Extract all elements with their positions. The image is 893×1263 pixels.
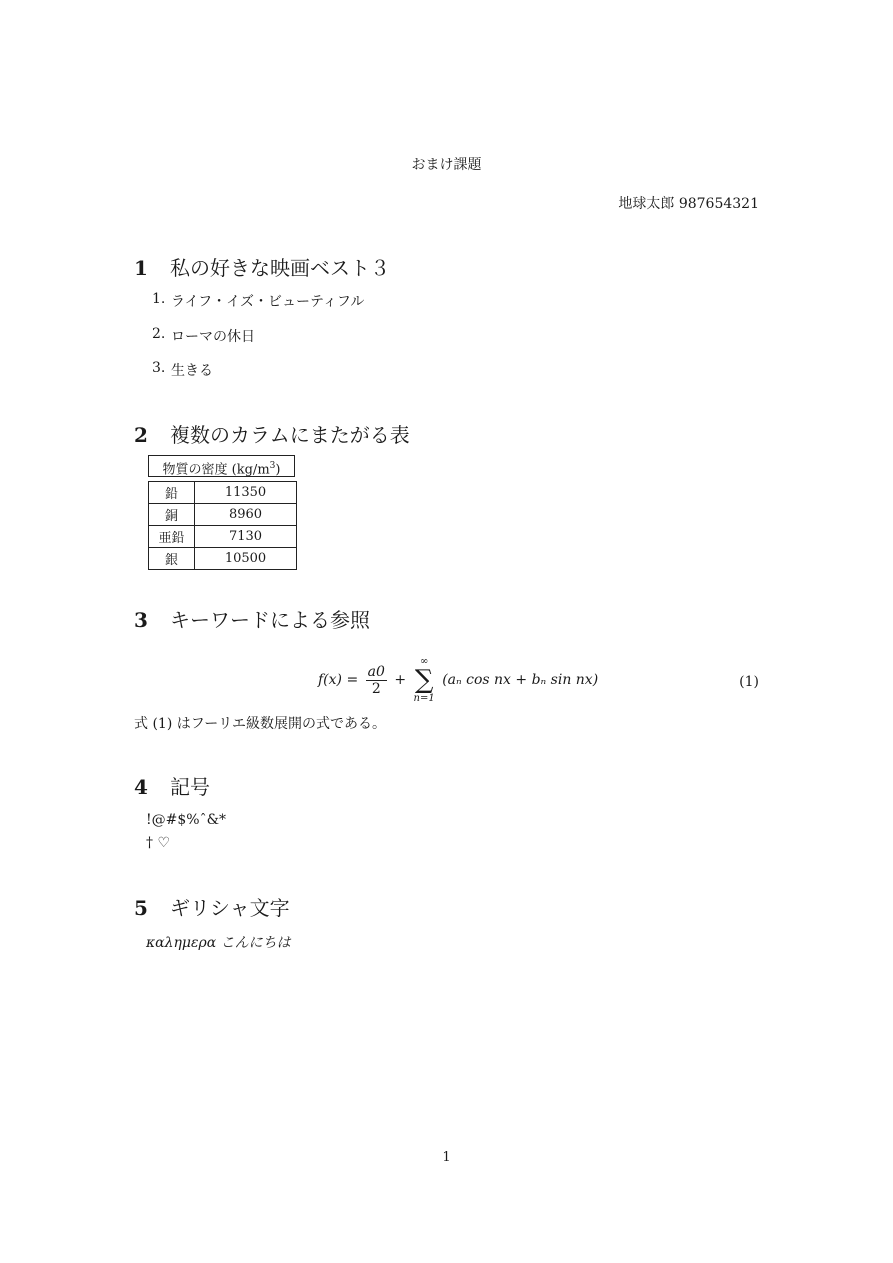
movie-name: 生きる [171, 363, 213, 379]
table-row [149, 504, 297, 526]
section-title: 複数のカラムにまたがる表 [170, 423, 410, 447]
sigma-symbol: ∑ [414, 665, 434, 695]
fraction-numerator: a0 [367, 663, 385, 680]
section-title: 私の好きな映画ベスト３ [170, 256, 390, 280]
section-number: 4 [134, 775, 148, 799]
section-number: 3 [134, 608, 148, 632]
table-cell-value: 10500 [195, 548, 297, 570]
section-title: キーワードによる参照 [170, 608, 370, 632]
symbols-line: † ♡ [146, 835, 171, 851]
equation-lhs: f(x) = [318, 672, 359, 688]
table-row [149, 482, 297, 504]
table-row [149, 526, 297, 548]
table-cell-material: 亜鉛 [149, 526, 195, 548]
document-title: おまけ課題 [411, 157, 482, 173]
table-cell-material: 銀 [149, 548, 195, 570]
section-title: 記号 [170, 775, 210, 799]
symbols-line: !@#$%ˆ&* [146, 812, 227, 828]
table-cell-value: 7130 [195, 526, 297, 548]
equation-fraction [366, 664, 387, 697]
equation-number: (1) [739, 674, 759, 690]
equation-body: (aₙ cos nx + bₙ sin nx) [442, 672, 599, 688]
section-2-heading [134, 419, 410, 448]
list-number: 1. [152, 291, 166, 307]
author-line: 地球太郎 987654321 [618, 196, 759, 212]
movie-name: ライフ・イズ・ビューティフル [171, 294, 365, 310]
greek-line: καλημερα こんにちは [146, 935, 291, 951]
section-5-heading [134, 892, 290, 921]
fourier-equation [318, 656, 598, 712]
table-caption: 物質の密度 $(kg/m^3)$ [148, 455, 295, 477]
equation-plus: + [394, 672, 407, 688]
section-number: 5 [134, 896, 148, 920]
table-cell-material: 鉛 [149, 482, 195, 504]
section-1-heading [134, 252, 390, 281]
fraction-denominator: 2 [371, 680, 381, 697]
list-number: 2. [152, 326, 166, 342]
list-number: 3. [152, 360, 166, 376]
list-item [152, 326, 255, 346]
movie-name: ローマの休日 [171, 329, 255, 345]
section-3-heading [134, 604, 370, 633]
summation [414, 656, 435, 704]
list-item [152, 360, 213, 380]
density-table [148, 481, 297, 570]
section-number: 1 [134, 256, 148, 280]
sum-lower-limit: n=1 [413, 693, 435, 704]
section-number: 2 [134, 423, 148, 447]
list-item [152, 291, 364, 311]
equation-reference-text: 式 (1) はフーリエ級数展開の式である。 [134, 716, 387, 732]
sum-upper-limit: ∞ [419, 656, 429, 667]
table-row [149, 548, 297, 570]
table-cell-value: 8960 [195, 504, 297, 526]
table-cell-material: 銅 [149, 504, 195, 526]
table-cell-value: 11350 [195, 482, 297, 504]
section-4-heading [134, 771, 210, 800]
page-number: 1 [442, 1150, 451, 1165]
section-title: ギリシャ文字 [170, 896, 290, 920]
